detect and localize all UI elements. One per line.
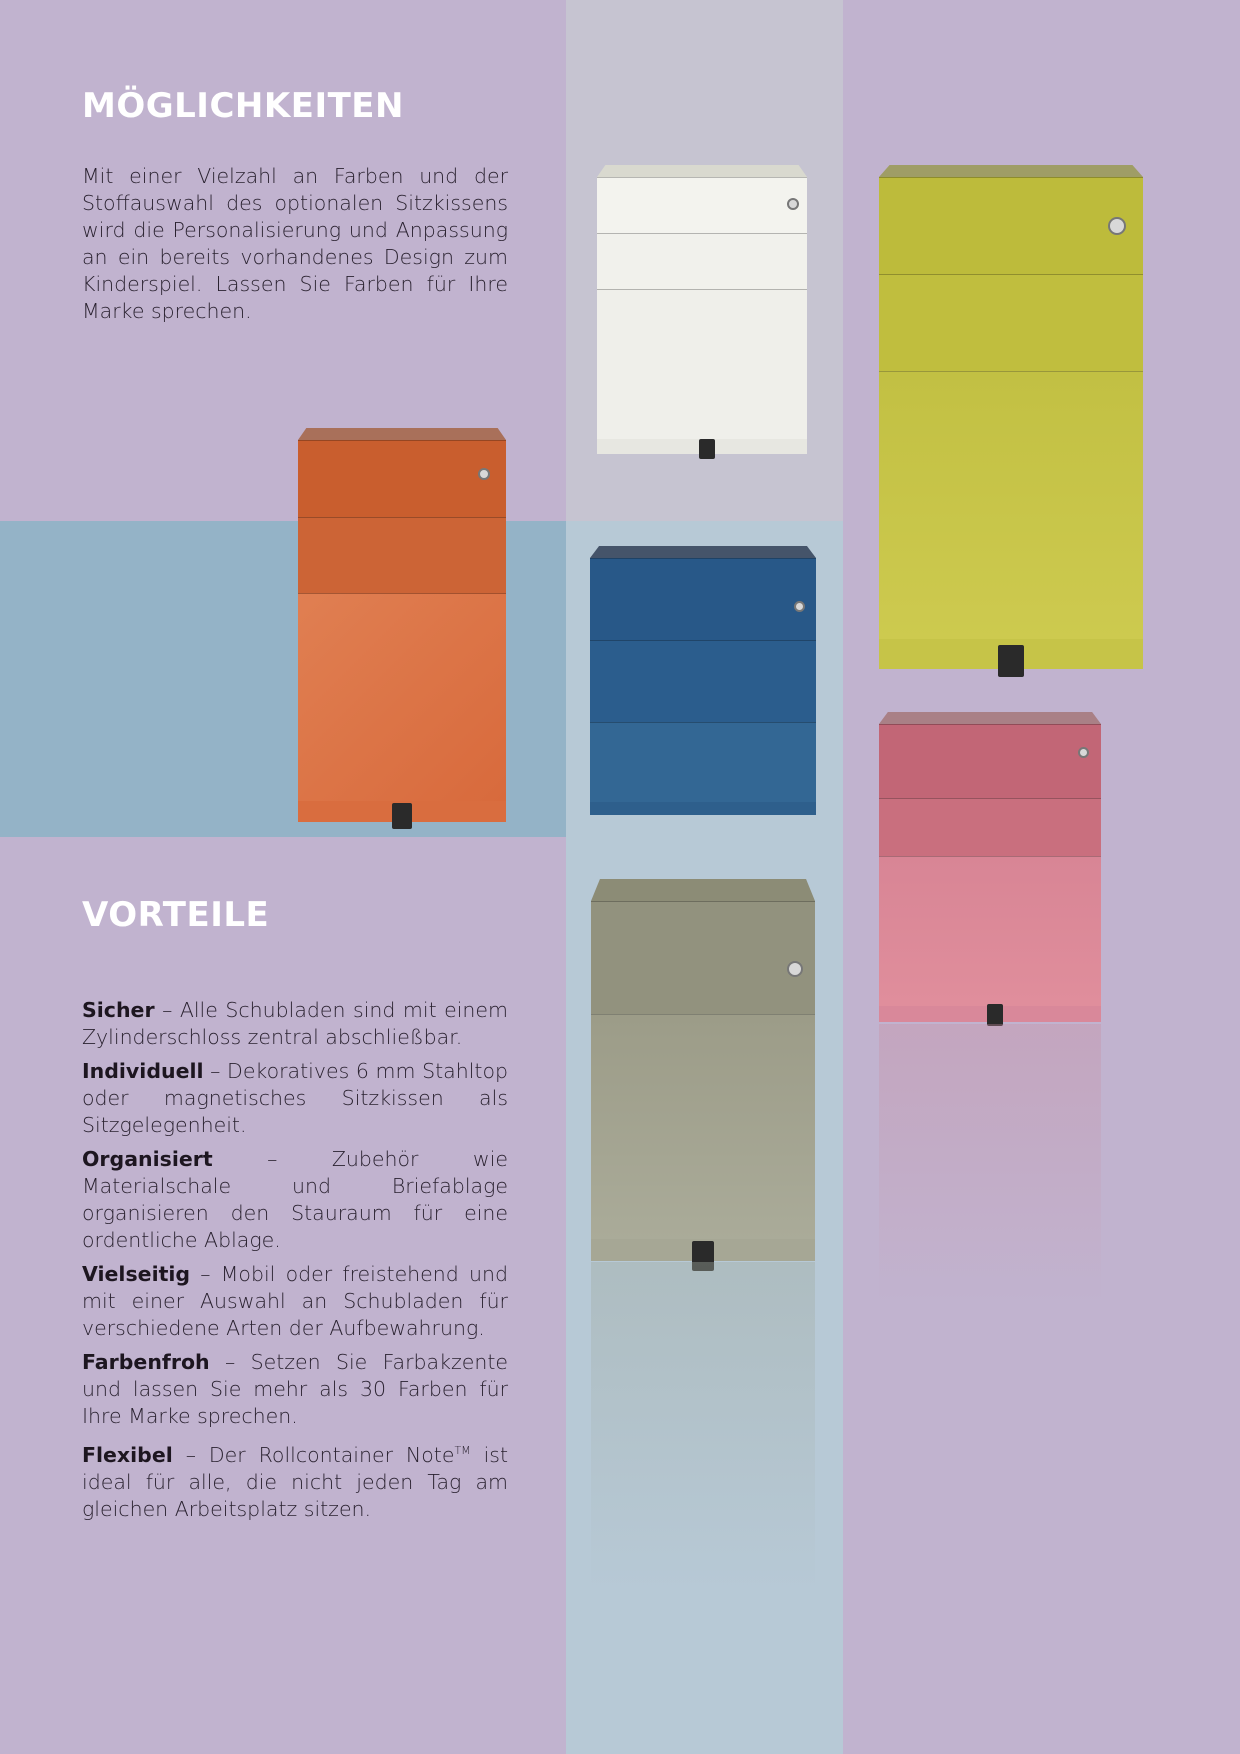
benefit-text-after: ist ideal für alle, die nicht jeden Tag am gleichen Arbeitsplatz sitzen. — [82, 1442, 508, 1521]
section-title-possibilities: MÖGLICHKEITEN — [82, 86, 404, 126]
lock-icon — [1078, 747, 1089, 758]
benefit-text: – Setzen Sie Farbakzente und lassen Sie mehr als 30 Farben für Ihre Marke sprechen. — [82, 1350, 508, 1428]
lock-icon — [787, 198, 799, 210]
benefit-term: Flexibel — [82, 1442, 173, 1467]
cabinet-pink — [879, 712, 1101, 1024]
benefit-term: Vielseitig — [82, 1262, 191, 1286]
caster-icon — [987, 1004, 1003, 1026]
cabinet-drawer — [597, 177, 807, 233]
possibilities-paragraph: Mit einer Vielzahl an Farben und der Stoffauswahl des optionalen Sitzkissens wird die Personalisierung und Anpassung an ein bereits vorhandenes Design zum Kinderspiel. Lassen Sie Farben für Ihre Marke sprechen. — [82, 164, 508, 323]
benefit-text: – Alle Schubladen sind mit einem Zylinderschloss zentral abschließbar. — [82, 998, 508, 1049]
cabinet-top — [591, 879, 815, 901]
benefit-term: Organisiert — [82, 1147, 213, 1171]
cabinet-white — [597, 165, 807, 455]
cabinet-top — [590, 546, 816, 558]
cabinet-drawer — [879, 724, 1101, 798]
cabinet-top — [597, 165, 807, 177]
benefit-item — [82, 1437, 508, 1523]
cabinet-drawer — [879, 798, 1101, 856]
lock-icon — [794, 601, 805, 612]
cabinet-drawer — [591, 901, 815, 1014]
lock-icon — [1108, 217, 1126, 235]
cabinet-drawer — [879, 177, 1143, 274]
cabinet-drawer — [591, 1014, 815, 1240]
cabinet-blue — [590, 546, 816, 816]
caster-icon — [998, 645, 1024, 677]
benefit-term: Sicher — [82, 998, 155, 1022]
benefit-item — [82, 997, 508, 1051]
benefit-text: – Mobil oder freistehend und mit einer Auswahl an Schubladen für verschiedene Arten der Aufbewahrung. — [82, 1262, 508, 1340]
cabinet-grey-reflection — [591, 1262, 815, 1592]
benefits-list — [82, 997, 508, 1530]
cabinet-grey — [591, 879, 815, 1262]
cabinet-top — [298, 428, 506, 440]
lock-icon — [478, 468, 490, 480]
cabinet-drawer — [298, 517, 506, 593]
cabinet-orange — [298, 428, 506, 823]
cabinet-drawer — [597, 289, 807, 440]
benefit-text: – Dekoratives 6 mm Stahltop oder magnetisches Sitzkissen als Sitzgelegenheit. — [82, 1059, 508, 1137]
benefit-item — [82, 1349, 508, 1430]
cabinet-drawer — [879, 274, 1143, 371]
benefit-item — [82, 1058, 508, 1139]
trademark-sup: TM — [454, 1444, 471, 1457]
cabinet-drawer — [597, 233, 807, 289]
cabinet-top — [879, 712, 1101, 724]
cabinet-top — [879, 165, 1143, 177]
cabinet-drawer — [590, 722, 816, 803]
benefit-text: – Zubehör wie Materialschale und Briefablage organisieren den Stauraum für eine ordentliche Ablage. — [82, 1147, 508, 1252]
benefit-term: Individuell — [82, 1059, 204, 1083]
cabinet-drawer — [298, 440, 506, 517]
benefit-term: Farbenfroh — [82, 1350, 210, 1374]
section-title-benefits: VORTEILE — [82, 895, 270, 935]
benefit-text: – Der Rollcontainer Note — [172, 1442, 455, 1467]
benefit-item — [82, 1261, 508, 1342]
benefit-item — [82, 1146, 508, 1254]
caster-icon — [392, 803, 412, 829]
cabinet-drawer — [879, 856, 1101, 1007]
caster-icon — [699, 439, 715, 459]
cabinet-drawer — [590, 558, 816, 640]
lock-icon — [787, 961, 803, 977]
cabinet-drawer — [879, 371, 1143, 640]
cabinet-pink-reflection — [879, 1024, 1101, 1304]
cabinet-plinth — [590, 802, 816, 815]
cabinet-drawer — [590, 640, 816, 722]
cabinet-lime — [879, 165, 1143, 670]
cabinet-drawer — [298, 593, 506, 802]
